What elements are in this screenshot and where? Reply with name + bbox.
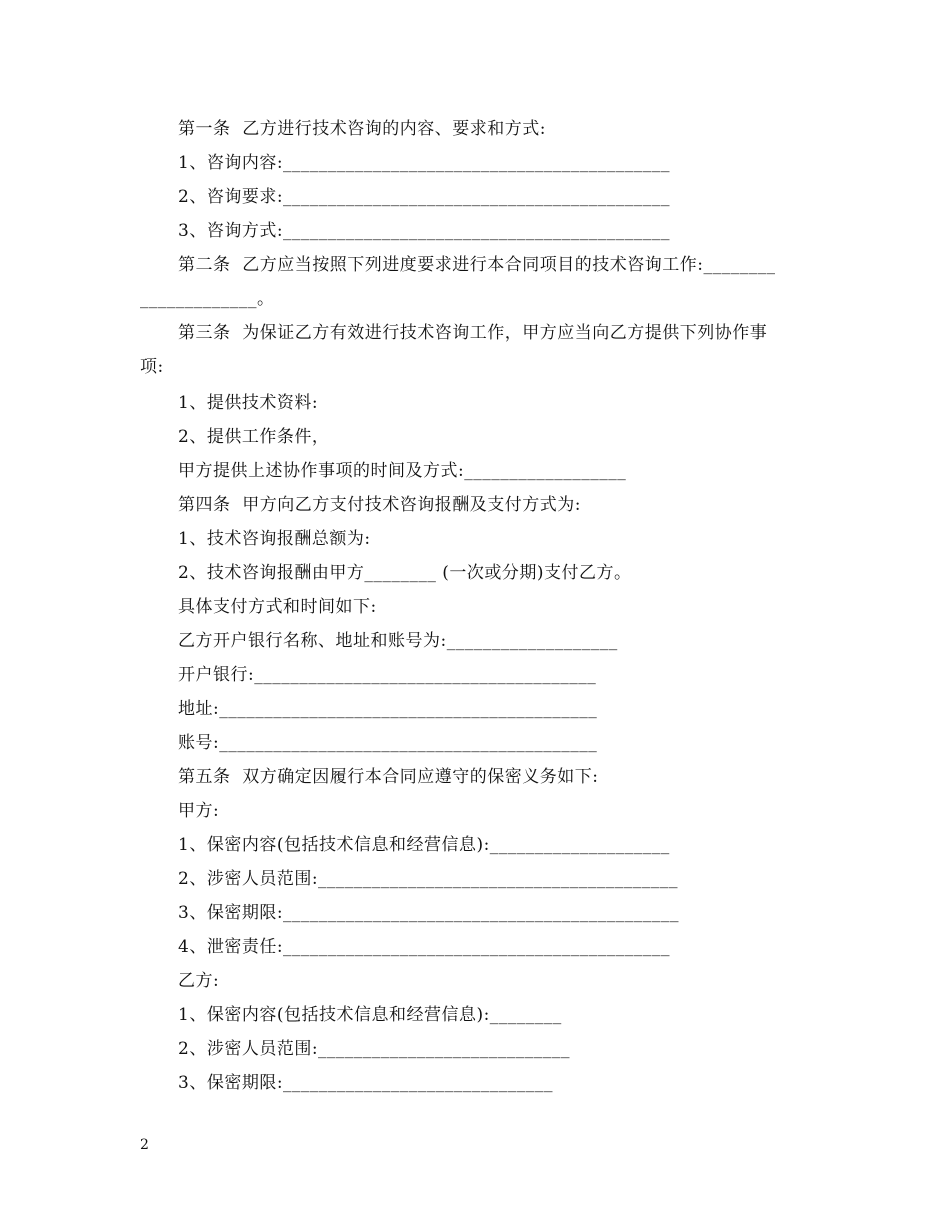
party-a-period-line: 3、保密期限:____________________________________________ [178,903,680,923]
party-a-liability-line: 4、泄密责任:___________________________________________ [178,937,671,957]
article-2-heading: 第二条 乙方应当按照下列进度要求进行本合同项目的技术咨询工作:________ [178,255,776,275]
provide-work-conditions-line: 2、提供工作条件， [178,427,330,447]
article-5-heading: 第五条 双方确定因履行本合同应遵守的保密义务如下: [178,767,599,787]
party-b-secret-content-line: 1、保密内容(包括技术信息和经营信息):________ [178,1005,562,1025]
party-a-personnel-line: 2、涉密人员范围:________________________________________ [178,869,679,889]
consult-requirement-line: 2、咨询要求:___________________________________________ [178,187,671,207]
party-b-label: 乙方: [178,971,220,991]
article-3-continuation: 项: [140,357,164,377]
consult-method-line: 3、咨询方式:___________________________________________ [178,221,671,241]
party-a-secret-content-line: 1、保密内容(包括技术信息和经营信息):____________________ [178,835,670,855]
party-b-period-line: 3、保密期限:______________________________ [178,1073,554,1093]
consult-content-line: 1、咨询内容:___________________________________________ [178,153,671,173]
account-line: 账号:__________________________________________ [178,733,598,753]
cooperation-time-method-line: 甲方提供上述协作事项的时间及方式:__________________ [178,461,627,481]
provide-tech-data-line: 1、提供技术资料: [178,393,319,413]
total-fee-line: 1、技术咨询报酬总额为: [178,529,371,549]
article-1-heading: 第一条 乙方进行技术咨询的内容、要求和方式: [178,119,547,139]
article-4-heading: 第四条 甲方向乙方支付技术咨询报酬及支付方式为: [178,495,582,515]
article-3-heading: 第三条 为保证乙方有效进行技术咨询工作，甲方应当向乙方提供下列协作事 [178,323,768,343]
bank-info-line: 乙方开户银行名称、地址和账号为:___________________ [178,631,618,651]
article-2-continuation: _____________。 [140,289,275,309]
party-a-label: 甲方: [178,801,220,821]
party-b-personnel-line: 2、涉密人员范围:____________________________ [178,1039,571,1059]
payment-detail-line: 具体支付方式和时间如下: [178,597,377,617]
bank-name-line: 开户银行:______________________________________ [178,665,597,685]
address-line: 地址:__________________________________________ [178,699,598,719]
fee-payment-line: 2、技术咨询报酬由甲方________ (一次或分期)支付乙方。 [178,563,632,583]
page-number: 2 [140,1137,149,1153]
